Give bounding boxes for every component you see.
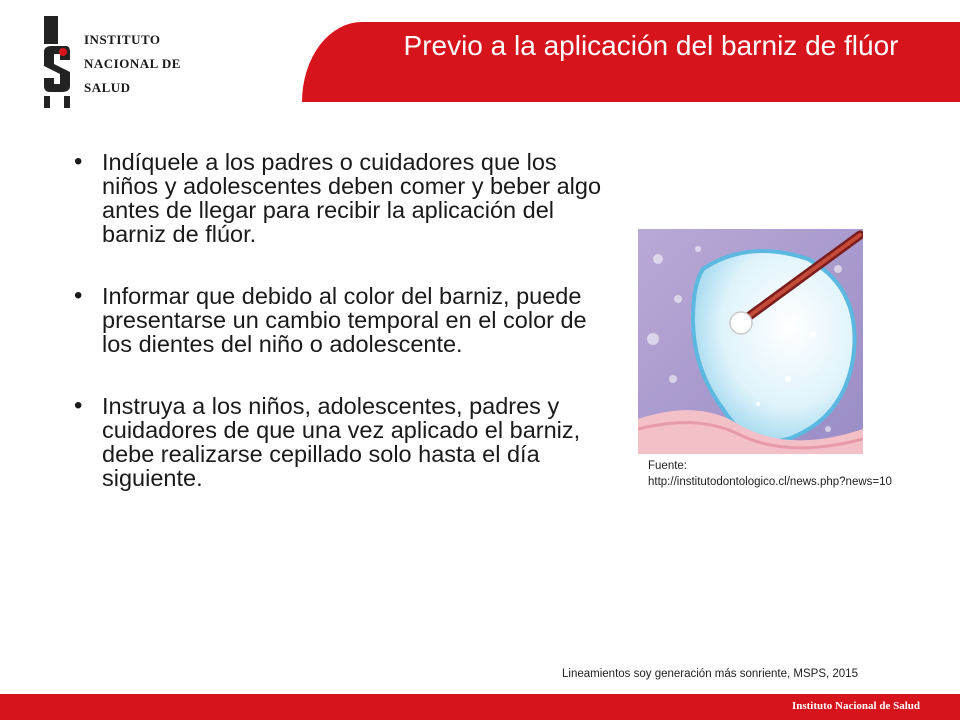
bullet-icon: • bbox=[74, 392, 83, 419]
bullet-text: Informar que debido al color del barniz, puede presentarse un cambio temporal en el color de los dientes del niño o adolescente. bbox=[102, 283, 587, 357]
bullet-text: Indíquele a los padres o cuidadores que los niños y adolescentes deben comer y beber algo antes de llegar para recibir la aplicación del barniz de flúor. bbox=[102, 149, 602, 247]
source-label: Fuente: bbox=[648, 460, 687, 472]
image-source bbox=[648, 458, 958, 490]
bullet-item bbox=[74, 394, 604, 490]
tooth-varnish-brush-illustration bbox=[638, 229, 863, 454]
footer-bar bbox=[0, 694, 960, 720]
page-title: Previo a la aplicación del barniz de flúor bbox=[403, 30, 899, 61]
bullet-item bbox=[74, 150, 604, 246]
bullet-icon: • bbox=[74, 148, 83, 175]
logo-line-1: INSTITUTO bbox=[84, 32, 161, 47]
bullet-list bbox=[74, 150, 604, 528]
bullet-text: Instruya a los niños, adolescentes, padres y cuidadores de que una vez aplicado el barniz, debe realizarse cepillado solo hasta el día siguiente. bbox=[102, 393, 581, 491]
reference-citation: Lineamientos soy generación más sonriente, MSPS, 2015 bbox=[562, 668, 858, 680]
title-banner bbox=[302, 22, 960, 102]
ins-logo bbox=[40, 14, 190, 110]
bullet-item bbox=[74, 284, 604, 356]
footer-text: Instituto Nacional de Salud bbox=[791, 700, 920, 712]
logo-line-3: SALUD bbox=[84, 80, 131, 95]
source-url: http://institutodontologico.cl/news.php?news=10 bbox=[648, 476, 892, 488]
ins-logo-icon bbox=[40, 14, 76, 110]
ins-logo-wordmark bbox=[84, 28, 181, 100]
logo-line-2: NACIONAL DE bbox=[84, 56, 181, 71]
bullet-icon: • bbox=[74, 282, 83, 309]
